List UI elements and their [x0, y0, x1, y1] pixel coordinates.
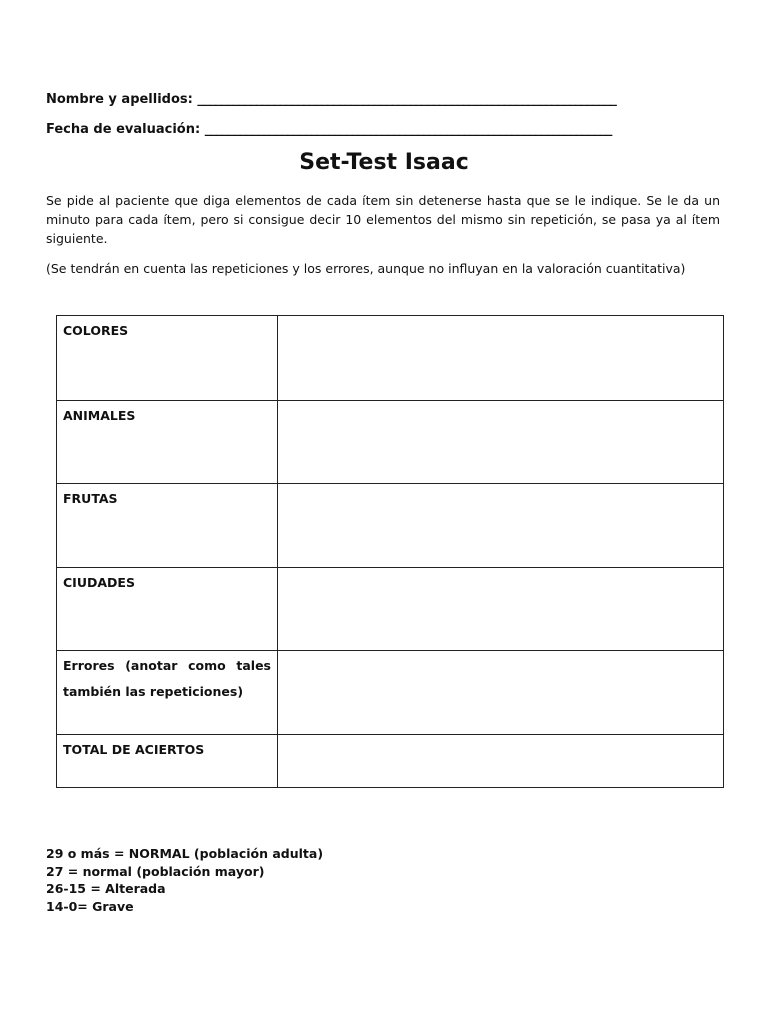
document-title: Set-Test Isaac — [299, 150, 469, 175]
test-items-table — [56, 315, 724, 788]
name-blank-line[interactable]: _______________________________________________________________________ — [197, 92, 617, 107]
name-label: Nombre y apellidos: — [46, 92, 193, 107]
row-label-total-aciertos: TOTAL DE ACIERTOS — [57, 735, 278, 788]
scoring-line: 29 o más = NORMAL (población adulta) — [46, 846, 324, 861]
table-row — [57, 735, 724, 788]
table-row — [57, 568, 724, 651]
row-label-ciudades: CIUDADES — [57, 568, 278, 651]
answer-cell-ciudades[interactable] — [278, 568, 724, 651]
instructions-paragraph: Se pide al paciente que diga elementos de cada ítem sin detenerse hasta que se le indique. Se le da un minuto para cada ítem, pero si consigue decir 10 elementos del mismo sin repetición, se pasa ya al ítem siguiente. — [46, 193, 720, 246]
scoring-line: 14-0= Grave — [46, 898, 134, 914]
table-row — [57, 651, 724, 735]
instructions-note: (Se tendrán en cuenta las repeticiones y los errores, aunque no influyan en la valoración cuantitativa) — [46, 261, 686, 276]
table-row — [57, 484, 724, 568]
date-label: Fecha de evaluación: — [46, 122, 201, 137]
scoring-line: 26-15 = Alterada — [46, 881, 166, 896]
row-label-animales: ANIMALES — [57, 401, 278, 484]
row-label-colores: COLORES — [57, 316, 278, 401]
date-field-row — [46, 122, 726, 137]
table-row — [57, 316, 724, 401]
scoring-legend — [46, 845, 323, 915]
answer-cell-animales[interactable] — [278, 401, 724, 484]
date-blank-line[interactable]: _____________________________________________________________________ — [204, 122, 612, 137]
answer-cell-colores[interactable] — [278, 316, 724, 401]
answer-cell-frutas[interactable] — [278, 484, 724, 568]
row-label-errores: Errores (anotar como tales también las repeticiones) — [57, 651, 278, 735]
table-row — [57, 401, 724, 484]
name-field-row — [46, 92, 726, 107]
answer-cell-errores[interactable] — [278, 651, 724, 735]
scoring-line: 27 = normal (población mayor) — [46, 863, 265, 879]
answer-cell-total-aciertos[interactable] — [278, 735, 724, 788]
row-label-frutas: FRUTAS — [57, 484, 278, 568]
